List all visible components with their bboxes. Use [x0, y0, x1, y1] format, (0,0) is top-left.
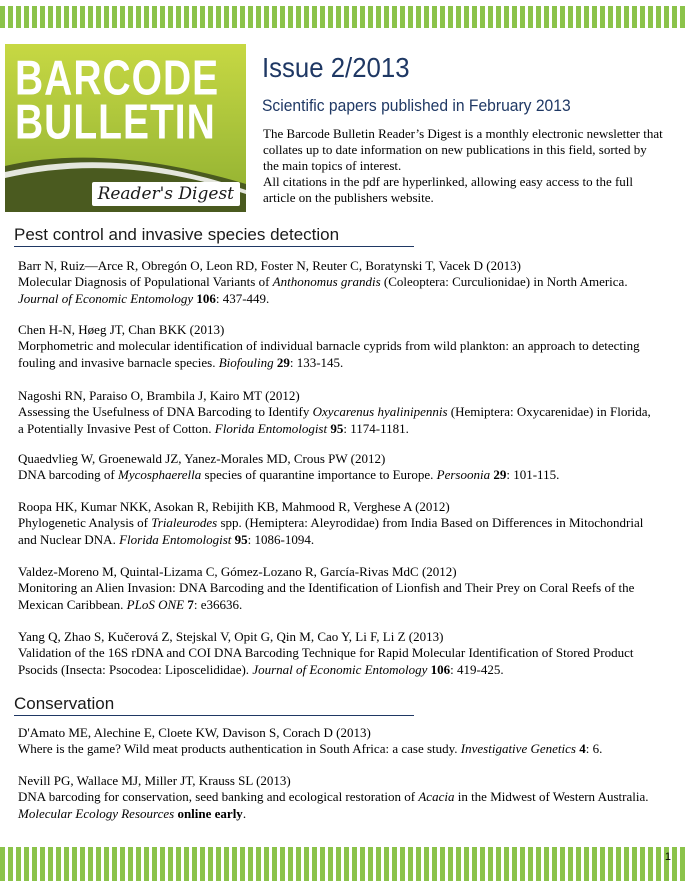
reference-volume: 29	[493, 467, 507, 483]
intro-paragraph-1: The Barcode Bulletin Reader’s Digest is a monthly electronic newsletter that collates up to date information on new publications in this field, sorted by the main topics of interest.	[263, 126, 663, 173]
reference-entry[interactable]	[18, 499, 658, 548]
reference-journal: PLoS ONE	[126, 596, 185, 612]
barcode-bulletin-logo	[5, 44, 246, 212]
reference-authors: Valdez-Moreno M, Quintal-Lizama C, Gómez-Lozano R, García-Rivas MdC (2012)	[18, 564, 457, 579]
reference-title: DNA barcoding of Mycosphaerella species of quarantine importance to Europe. Persoonia 29: 101-115.	[18, 467, 560, 483]
page-number: 1	[664, 851, 671, 863]
reference-title: Molecular Diagnosis of Populational Variants of Anthonomus grandis (Coleoptera: Curculionidae) in North America. Journal of Economic Entomology 106: 437-449.	[18, 274, 628, 306]
section-heading-conservation: Conservation	[14, 694, 414, 716]
reference-entry[interactable]	[18, 258, 658, 307]
reference-authors: Yang Q, Zhao S, Kučerová Z, Stejskal V, Opit G, Qin M, Cao Y, Li F, Li Z (2013)	[18, 629, 444, 644]
intro-paragraph-2: All citations in the pdf are hyperlinked, allowing easy access to the full article on the publishers website.	[263, 174, 634, 205]
reference-title: Assessing the Usefulness of DNA Barcoding to Identify Oxycarenus hyalinipennis (Hemiptera: Oxycarenidae) in Florida, a Potentially Invasive Pest of Cotton. Florida Entomologist 95: 1174-1181.	[18, 404, 651, 436]
reference-volume: 7	[187, 596, 194, 612]
section-heading-pest-control: Pest control and invasive species detection	[14, 225, 414, 247]
reference-authors: Nevill PG, Wallace MJ, Miller JT, Krauss SL (2013)	[18, 773, 291, 788]
reference-entry[interactable]	[18, 773, 658, 822]
reference-title: Monitoring an Alien Invasion: DNA Barcoding and the Identification of Lionfish and Their Prey on Coral Reefs of the Mexican Caribbean. PLoS ONE 7: e36636.	[18, 580, 635, 612]
reference-volume: 4	[579, 741, 586, 757]
reference-volume: 95	[330, 420, 344, 436]
reference-entry[interactable]	[18, 388, 658, 437]
reference-authors: Roopa HK, Kumar NKK, Asokan R, Rebijith KB, Mahmood R, Verghese A (2012)	[18, 499, 450, 514]
reference-volume: 95	[234, 531, 248, 547]
reference-authors: Nagoshi RN, Paraiso O, Brambila J, Kairo MT (2012)	[18, 388, 300, 403]
top-stripe-border	[0, 6, 685, 28]
reference-volume: 106	[196, 290, 216, 306]
logo-line-2: BULLETIN	[15, 96, 216, 150]
issue-title: Issue 2/2013	[262, 52, 410, 83]
reference-title: Validation of the 16S rDNA and COI DNA Barcoding Technique for Rapid Molecular Identification of Stored Product Psocids (Insecta: Psocodea: Liposcelididae). Journal of Economic Entomology 106: 419-425.	[18, 645, 634, 677]
reference-entry[interactable]	[18, 564, 658, 613]
issue-subtitle: Scientific papers published in February 2013	[262, 96, 571, 115]
reference-authors: Chen H-N, Høeg JT, Chan BKK (2013)	[18, 322, 225, 337]
reference-volume: 106	[430, 661, 451, 677]
logo-tagline: Reader's Digest	[92, 182, 240, 206]
reference-title: DNA barcoding for conservation, seed banking and ecological restoration of Acacia in the Midwest of Western Australia. Molecular Ecology Resources online early.	[18, 789, 649, 821]
reference-title: Where is the game? Wild meat products authentication in South Africa: a case study. Investigative Genetics 4: 6.	[18, 741, 603, 757]
reference-journal: Investigative Genetics	[460, 741, 576, 757]
reference-authors: D'Amato ME, Alechine E, Cloete KW, Davison S, Corach D (2013)	[18, 725, 371, 740]
intro-text	[263, 126, 663, 206]
reference-journal: Journal of Economic Entomology	[18, 290, 194, 306]
reference-entry[interactable]	[18, 322, 658, 371]
reference-authors: Barr N, Ruiz—Arce R, Obregón O, Leon RD, Foster N, Reuter C, Boratynski T, Vacek D (2013)	[18, 258, 521, 273]
reference-entry[interactable]	[18, 451, 658, 484]
reference-journal: Florida Entomologist	[214, 420, 328, 436]
reference-volume: online early	[177, 805, 243, 821]
reference-title: Morphometric and molecular identification of individual barnacle cyprids from wild plankton: an approach to detecting fouling and invasive barnacle species. Biofouling 29: 133-145.	[18, 338, 640, 370]
reference-authors: Quaedvlieg W, Groenewald JZ, Yanez-Morales MD, Crous PW (2012)	[18, 451, 386, 466]
reference-journal: Florida Entomologist	[119, 531, 232, 547]
reference-entry[interactable]	[18, 629, 658, 678]
reference-journal: Molecular Ecology Resources	[18, 805, 175, 821]
reference-journal: Persoonia	[436, 467, 491, 483]
reference-entry[interactable]	[18, 725, 658, 758]
reference-journal: Biofouling	[218, 354, 274, 370]
logo-line-1: BARCODE	[15, 52, 220, 106]
reference-journal: Journal of Economic Entomology	[252, 661, 428, 677]
reference-title: Phylogenetic Analysis of Trialeurodes spp. (Hemiptera: Aleyrodidae) from India Based on Differences in Mitochondrial and Nuclear DNA. Florida Entomologist 95: 1086-1094.	[18, 515, 644, 547]
reference-volume: 29	[276, 354, 290, 370]
bottom-stripe-border	[0, 847, 685, 881]
